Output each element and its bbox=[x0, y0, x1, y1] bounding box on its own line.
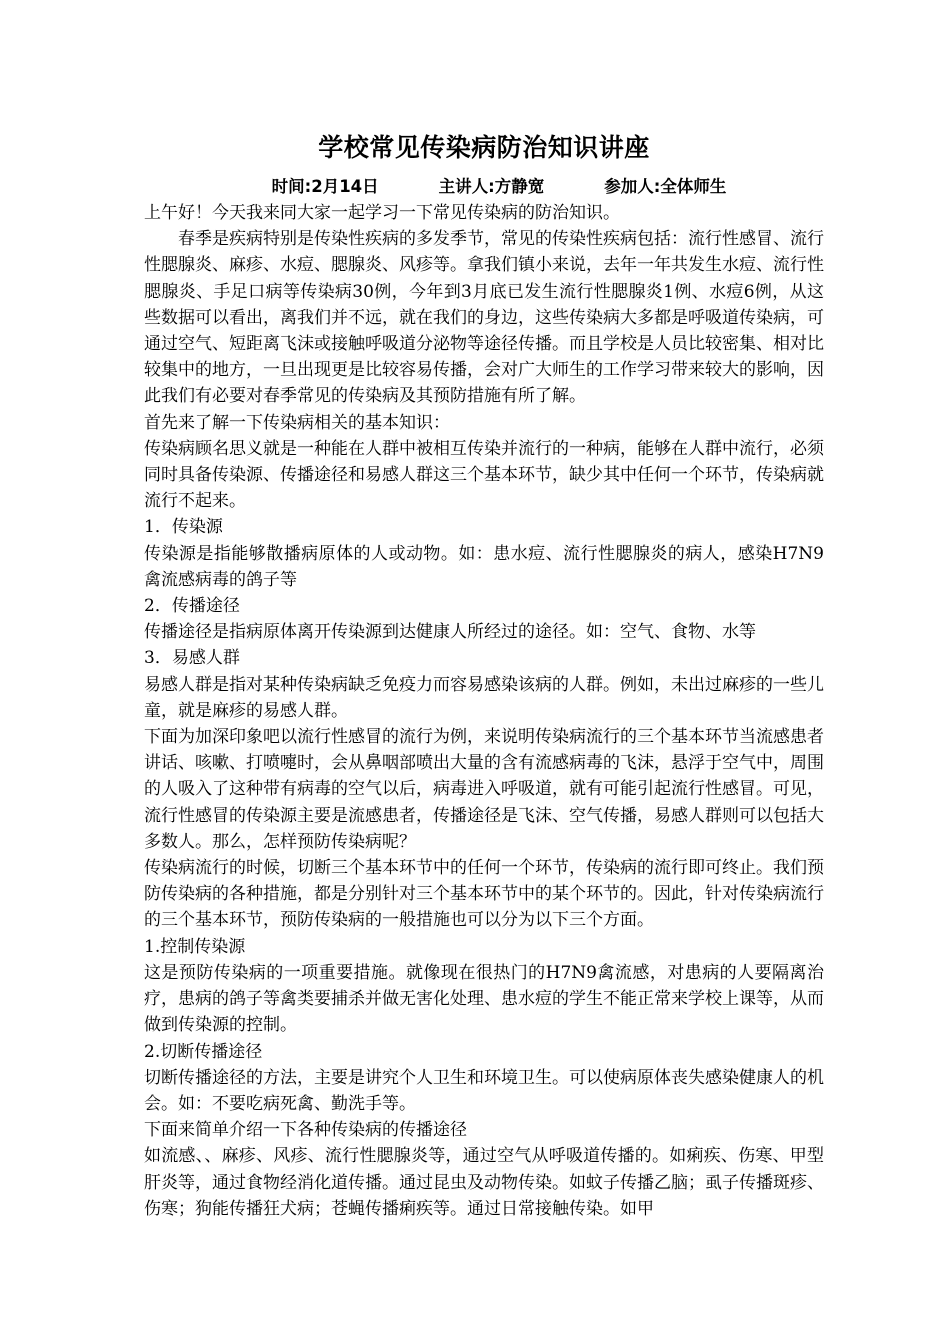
paragraph-greeting: 上午好！今天我来同大家一起学习一下常见传染病的防治知识。 bbox=[144, 203, 620, 223]
paragraph-cut-transmission: 切断传播途径的方法，主要是讲究个人卫生和环境卫生。可以使病原体丧失感染健康人的机会。如：不要吃病死禽、勤洗手等。 bbox=[144, 1067, 824, 1114]
heading-control-source: 1.控制传染源 bbox=[144, 936, 246, 957]
document-body bbox=[144, 200, 824, 1222]
paragraph-prevention-overview: 传染病流行的时候，切断三个基本环节中的任何一个环节，传染病的流行即可终止。我们预防传染病的各种措施，都是分别针对三个基本环节中的某个环节的。因此，针对传染病流行的三个基本环节，预防传染病的一般措施也可以分为以下三个方面。 bbox=[144, 858, 824, 931]
lecture-time: 时间:2月14日 bbox=[271, 177, 379, 196]
paragraph-basic-knowledge: 首先来了解一下传染病相关的基本知识： bbox=[144, 412, 450, 433]
heading-cut-transmission: 2.切断传播途径 bbox=[144, 1041, 263, 1062]
paragraph-flu-example: 下面为加深印象吧以流行性感冒的流行为例，来说明传染病流行的三个基本环节当流感患者讲话、咳嗽、打喷嚏时，会从鼻咽部喷出大量的含有流感病毒的飞沫，悬浮于空气中，周围的人吸入了这种带有病毒的空气以后，病毒进入呼吸道，就有可能引起流行性感冒。可见，流行性感冒的传染源主要是流感患者，传播途径是飞沫、空气传播，易感人群则可以包括大多数人。那么，怎样预防传染病呢？ bbox=[144, 727, 824, 852]
paragraph-intro: 春季是疾病特别是传染性疾病的多发季节，常见的传染性疾病包括：流行性感冒、流行性腮腺炎、麻疹、水痘、腮腺炎、风疹等。拿我们镇小来说，去年一年共发生水痘、流行性腮腺炎、手足口病等传染病30例，今年到3月底已发生流行性腮腺炎1例、水痘6例，从这些数据可以看出，离我们并不远，就在我们的身边，这些传染病大多都是呼吸道传染病，可通过空气、短距离飞沫或接触呼吸道分泌物等途径传播。而且学校是人员比较密集、相对比较集中的地方，一旦出现更是比较容易传播，会对广大师生的工作学习带来较大的影响，因此我们有必要对春季常见的传染病及其预防措施有所了解。 bbox=[144, 229, 824, 407]
document-page bbox=[144, 130, 824, 1222]
document-title: 学校常见传染病防治知识讲座 bbox=[318, 133, 650, 162]
paragraph-routes-detail: 如流感、、麻疹、风疹、流行性腮腺炎等，通过空气从呼吸道传播的。如痢疾、伤寒、甲型肝炎等，通过食物经消化道传播。通过昆虫及动物传染。如蚊子传播乙脑；虱子传播斑疹、伤寒；狗能传播狂犬病；苍蝇传播痢疾等。通过日常接触传染。如甲 bbox=[144, 1146, 824, 1219]
lecture-participants: 参加人:全体师生 bbox=[604, 177, 727, 196]
heading-infection-source: 1．传染源 bbox=[144, 517, 223, 538]
paragraph-definition: 传染病顾名思义就是一种能在人群中被相互传染并流行的一种病，能够在人群中流行，必须同时具备传染源、传播途径和易感人群这三个基本环节，缺少其中任何一个环节，传染病就流行不起来。 bbox=[144, 438, 824, 512]
paragraph-transmission-route: 传播途径是指病原体离开传染源到达健康人所经过的途径。如：空气、食物、水等 bbox=[144, 622, 756, 643]
heading-transmission-route: 2．传播途径 bbox=[144, 596, 240, 617]
paragraph-routes-intro: 下面来简单介绍一下各种传染病的传播途径 bbox=[144, 1120, 467, 1141]
lecture-meta bbox=[144, 174, 824, 200]
paragraph-infection-source: 传染源是指能够散播病原体的人或动物。如：患水痘、流行性腮腺炎的病人，感染H7N9禽流感病毒的鸽子等 bbox=[144, 543, 824, 590]
heading-susceptible-population: 3．易感人群 bbox=[144, 648, 240, 669]
paragraph-control-source: 这是预防传染病的一项重要措施。就像现在很热门的H7N9禽流感，对患病的人要隔离治疗，患病的鸽子等禽类要捕杀并做无害化处理、患水痘的学生不能正常来学校上课等，从而做到传染源的控制。 bbox=[144, 962, 824, 1036]
lecture-speaker: 主讲人:方静宽 bbox=[438, 177, 545, 196]
paragraph-susceptible-population: 易感人群是指对某种传染病缺乏免疫力而容易感染该病的人群。例如，未出过麻疹的一些儿童，就是麻疹的易感人群。 bbox=[144, 674, 824, 721]
